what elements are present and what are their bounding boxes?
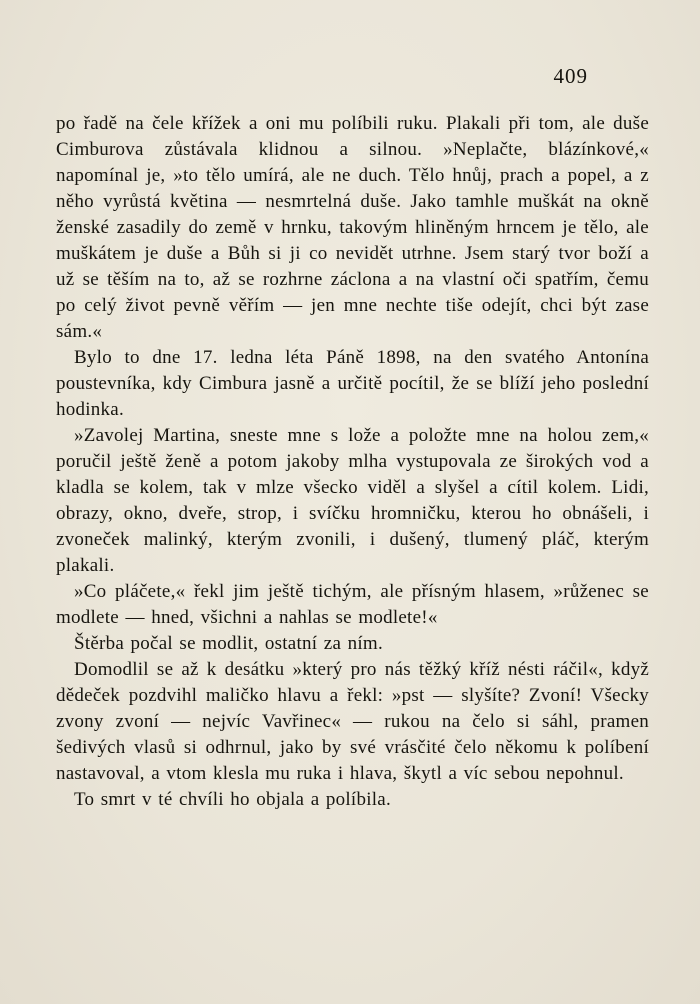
paragraph: To smrt v té chvíli ho objala a políbila. (74, 789, 391, 810)
page-text-block (56, 111, 649, 813)
paragraph: Štěrba počal se modlit, ostatní za ním. (74, 633, 383, 654)
paragraph: Domodlil se až k desátku »který pro nás těžký kříž nésti ráčil«, když dědeček pozdvihl maličko hlavu a řekl: »pst — slyšíte? Zvoní! Všecky zvony zvoní — nejvíc Vavřinec« — rukou na čelo si sáhl, pramen šedivých vlasů si odhrnul, jako by své vrásčité čelo někomu k políbení nastavoval, a vtom klesla mu ruka i hlava, škytl a víc sebou nepohnul. (56, 659, 649, 784)
paragraph: Bylo to dne 17. ledna léta Páně 1898, na den svatého Antonína poustevníka, kdy Cimbura jasně a určitě pocítil, že se blíží jeho poslední hodinka. (56, 347, 649, 420)
paragraph: »Zavolej Martina, sneste mne s lože a položte mne na holou zem,« poručil ještě ženě a potom jakoby mlha vystupovala ze širokých vod a kladla se kolem, tak v mlze všecko viděl a slyšel a cítil kolem. Lidi, obrazy, okno, dveře, strop, i svíčku hromničku, kterou ho obnášeli, i zvoneček malinký, kterým zvonili, i dušený, tlumený pláč, kterým plakali. (56, 425, 649, 576)
paragraph: »Co pláčete,« řekl jim ještě tichým, ale přísným hlasem, »růženec se modlete — hned, všichni a nahlas se modlete!« (56, 581, 649, 628)
paragraph: po řadě na čele křížek a oni mu políbili ruku. Plakali při tom, ale duše Cimburova zůstávala klidnou a silnou. »Neplačte, blázínkové,« napomínal je, »to tělo umírá, ale ne duch. Tělo hnůj, prach a popel, a z něho vyrůstá květina — nesmrtelná duše. Jako tamhle muškát na okně ženské zasadily do země v hrnku, takovým hliněným hrncem je tělo, ale muškátem je duše a Bůh si ji co nevidět utrhne. Jsem starý tvor boží a už se těším na to, až se rozhrne záclona a na vlastní oči spatřím, čemu po celý život pevně věřím — jen mne nechte tiše odejít, chci být zase sám.« (56, 113, 649, 342)
page-number: 409 (553, 64, 588, 88)
